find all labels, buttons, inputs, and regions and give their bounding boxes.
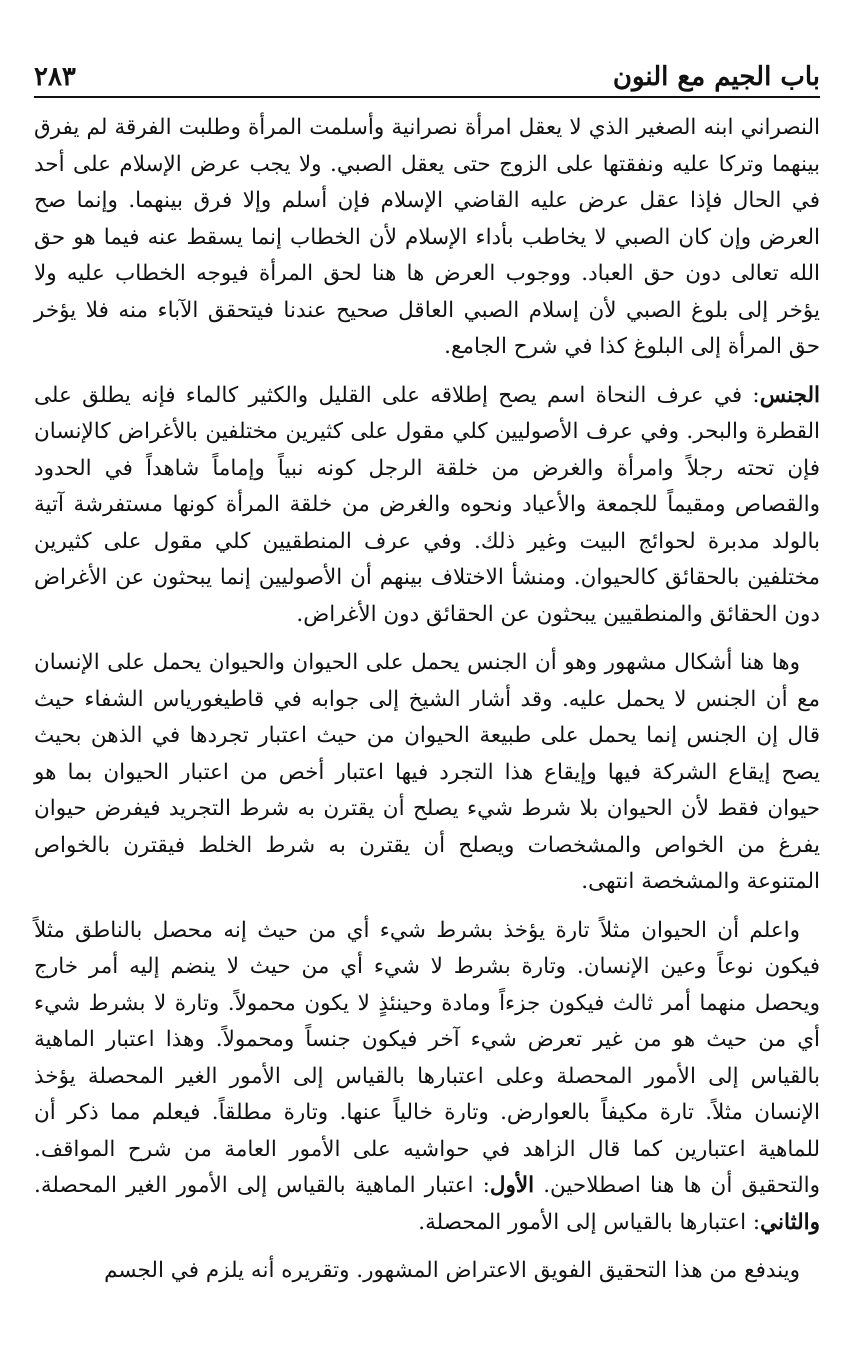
paragraph-5 bbox=[34, 1253, 820, 1290]
paragraph-4-text-3: : اعتبارها بالقياس إلى الأمور المحصلة. bbox=[418, 1209, 761, 1235]
entry-term-jins: الجنس bbox=[759, 382, 820, 408]
page-number: ٢٨٣ bbox=[34, 62, 76, 92]
term-second: والثاني bbox=[760, 1209, 820, 1235]
paragraph-1 bbox=[34, 110, 820, 366]
body-text bbox=[34, 110, 820, 1290]
page-header bbox=[34, 52, 820, 98]
paragraph-3 bbox=[34, 645, 820, 901]
paragraph-3-text: وها هنا أشكال مشهور وهو أن الجنس يحمل على الحيوان والحيوان يحمل على الإنسان مع أن الجنس لا يحمل عليه. وقد أشار الشيخ إلى جوابه في قاطيغورياس الشفاء حيث قال إن الجنس إنما يحمل على طبيعة الحيوان من حيث اعتبار تجردها في الذهن بحيث يصح إيقاع الشركة فيها وإيقاع هذا التجرد فيها اعتبار أخص من اعتبار الحيوان بما هو حيوان فقط لأن الحيوان بلا شرط شيء يصلح أن يقترن به شرط التجريد فيفرض حيوان يفرغ من الخواص والمشخصات ويصلح أن يقترن به شرط الخلط فيقترن بالخواص المتنوعة والمشخصة انتهى. bbox=[34, 650, 820, 894]
paragraph-2-text: : في عرف النحاة اسم يصح إطلاقه على القليل والكثير كالماء فإنه يطلق على القطرة والبحر. وفي عرف الأصوليين كلي مقول على كثيرين مختلفين بالأغراض كالإنسان فإن تحته رجلاً وامرأة والغرض من خلقة الرجل كونه نبياً وإماماً شاهداً في الحدود والقصاص ومقيماً للجمعة والأعياد ونحوه والغرض من خلقة المرأة كونها مستفرشة آتية بالولد مدبرة لحوائج البيت وغير ذلك. وفي عرف المنطقيين كلي مقول على كثيرين مختلفين بالحقائق كالحيوان. ومنشأ الاختلاف بينهم أن الأصوليين إنما يبحثون عن الأغراض دون الحقائق والمنطقيين يبحثون عن الحقائق دون الأغراض. bbox=[34, 382, 820, 627]
paragraph-1-text: النصراني ابنه الصغير الذي لا يعقل امرأة نصرانية وأسلمت المرأة وطلبت الفرقة لم يفرق بينهما وتركا عليه ونفقتها على الزوج حتى يعقل الصبي. ولا يجب عرض الإسلام على أحد في الحال فإذا عقل عرض عليه القاضي الإسلام فإن أسلم وإلا فرق بينهما. وإنما صح العرض وإن كان الصبي لا يخاطب بأداء الإسلام لأن الخطاب إنما يسقط عنه فيما هو حق الله تعالى دون حق العباد. ووجوب العرض ها هنا لحق المرأة فيوجه الخطاب عليه ولا يؤخر إلى بلوغ الصبي لأن إسلام الصبي العاقل صحيح عندنا فيتحقق الآباء منه فلا يؤخر حق المرأة إلى البلوغ كذا في شرح الجامع. bbox=[34, 115, 820, 359]
term-first: الأول bbox=[489, 1173, 535, 1198]
paragraph-4-text: واعلم أن الحيوان مثلاً تارة يؤخذ بشرط شيء أي من حيث إنه محصل بالناطق مثلاً فيكون نوعاً وعين الإنسان. وتارة بشرط لا شيء أي من حيث لا ينضم إليه أمر خارج ويحصل منهما أمر ثالث فيكون جزءاً ومادة وحينئذٍ لا يكون محمولاً. وتارة لا بشرط شيء أي من حيث هو من غير تعرض شيء آخر فيكون جنساً ومحمولاً. وهذا اعتبار الماهية بالقياس إلى الأمور المحصلة وعلى اعتبارها بالقياس إلى الأمور الغير المحصلة يؤخذ الإنسان مثلاً. تارة مكيفاً بالعوارض. وتارة خالياً عنها. وتارة مطلقاً. فيعلم مما ذكر أن للماهية اعتبارين كما قال الزاهد في حواشيه على الأمور العامة من شرح المواقف. والتحقيق أن ها هنا اصطلاحين. bbox=[34, 917, 820, 1198]
paragraph-5-text: ويندفع من هذا التحقيق الفويق الاعتراض المشهور. وتقريره أنه يلزم في الجسم bbox=[104, 1258, 800, 1283]
chapter-title: باب الجيم مع النون bbox=[612, 62, 820, 92]
paragraph-4 bbox=[34, 913, 820, 1242]
paragraph-4-text-2: : اعتبار الماهية بالقياس إلى الأمور الغير المحصلة. bbox=[34, 1173, 490, 1198]
paragraph-2 bbox=[34, 378, 820, 634]
